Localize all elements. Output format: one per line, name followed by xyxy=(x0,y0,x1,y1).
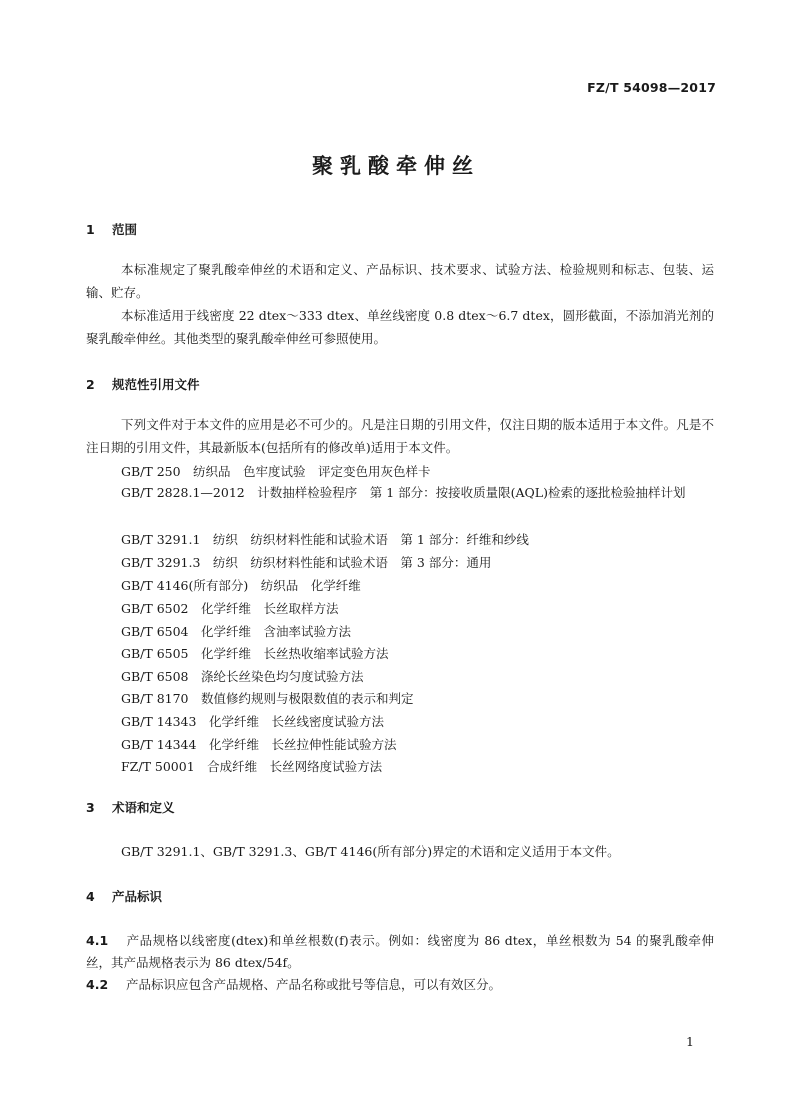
reference-item: FZ/T 50001 合成纤维 长丝网络度试验方法 xyxy=(121,759,383,774)
reference-item: GB/T 6504 化学纤维 含油率试验方法 xyxy=(121,624,352,639)
section-title: 术语和定义 xyxy=(112,800,175,815)
reference-item: GB/T 3291.3 纺织 纺织材料性能和试验术语 第 3 部分：通用 xyxy=(121,555,492,570)
section-number: 1 xyxy=(86,222,95,237)
scope-paragraph-1: 本标准规定了聚乳酸牵伸丝的术语和定义、产品标识、技术要求、试验方法、检验规则和标志、包装、运输、贮存。 xyxy=(86,262,714,300)
document-title: 聚乳酸牵伸丝 xyxy=(312,154,480,178)
terms-paragraph: GB/T 3291.1、GB/T 3291.3、GB/T 4146(所有部分)界定的术语和定义适用于本文件。 xyxy=(121,844,620,859)
clause-4-2 xyxy=(86,974,714,996)
reference-item: GB/T 3291.1 纺织 纺织材料性能和试验术语 第 1 部分：纤维和纱线 xyxy=(121,532,529,547)
section-number: 4 xyxy=(86,889,95,904)
reference-item: GB/T 6502 化学纤维 长丝取样方法 xyxy=(121,601,339,616)
clause-4-1 xyxy=(86,930,714,974)
page-number: 1 xyxy=(686,1034,694,1049)
section-1-heading xyxy=(86,220,137,238)
reference-item: GB/T 6508 涤纶长丝染色均匀度试验方法 xyxy=(121,669,364,684)
reference-item: GB/T 14344 化学纤维 长丝拉伸性能试验方法 xyxy=(121,737,397,752)
standard-number: FZ/T 54098—2017 xyxy=(587,80,716,95)
section-4-heading xyxy=(86,887,162,905)
section-title: 规范性引用文件 xyxy=(112,377,200,392)
clause-number: 4.1 xyxy=(86,933,109,948)
reference-item: GB/T 250 纺织品 色牢度试验 评定变色用灰色样卡 xyxy=(121,464,431,479)
scope-paragraph-2: 本标准适用于线密度 22 dtex～333 dtex、单丝线密度 0.8 dtex～6.7 dtex，圆形截面，不添加消光剂的聚乳酸牵伸丝。其他类型的聚乳酸牵伸丝可参照使用。 xyxy=(86,308,714,346)
section-title: 范围 xyxy=(112,222,138,237)
reference-item: GB/T 8170 数值修约规则与极限数值的表示和判定 xyxy=(121,691,414,706)
section-2-heading xyxy=(86,375,200,393)
section-number: 3 xyxy=(86,800,95,815)
normative-refs-intro: 下列文件对于本文件的应用是必不可少的。凡是注日期的引用文件，仅注日期的版本适用于本文件。凡是不注日期的引用文件，其最新版本(包括所有的修改单)适用于本文件。 xyxy=(86,417,714,455)
section-title: 产品标识 xyxy=(112,889,163,904)
section-3-heading xyxy=(86,798,175,816)
reference-item: GB/T 6505 化学纤维 长丝热收缩率试验方法 xyxy=(121,646,389,661)
reference-item: GB/T 2828.1—2012 计数抽样检验程序 第 1 部分：按接收质量限(AQL)检索的逐批检验抽样计划 xyxy=(121,485,686,500)
clause-number: 4.2 xyxy=(86,977,109,992)
clause-text: 产品规格以线密度(dtex)和单丝根数(f)表示。例如：线密度为 86 dtex，单丝根数为 54 的聚乳酸牵伸丝，其产品规格表示为 86 dtex/54f。 xyxy=(86,933,714,970)
clause-text: 产品标识应包含产品规格、产品名称或批号等信息，可以有效区分。 xyxy=(126,977,502,992)
reference-item: GB/T 14343 化学纤维 长丝线密度试验方法 xyxy=(121,714,384,729)
section-number: 2 xyxy=(86,377,95,392)
reference-item: GB/T 4146(所有部分) 纺织品 化学纤维 xyxy=(121,578,361,593)
